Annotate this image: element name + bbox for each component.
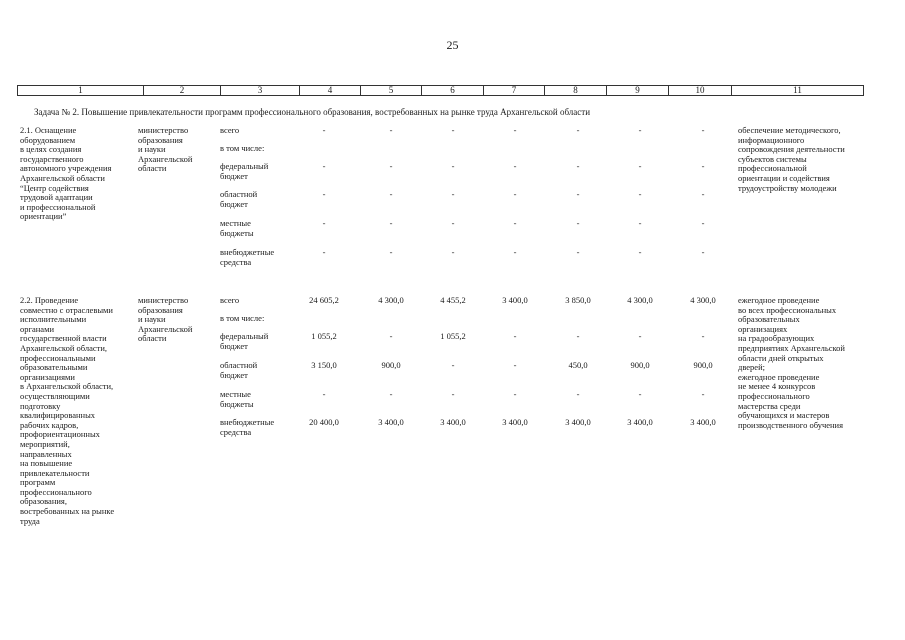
value-cell: 3 400,0	[440, 417, 466, 427]
value-cell: 20 400,0	[309, 417, 339, 427]
column-number: 7	[484, 86, 545, 95]
column-number: 1	[18, 86, 144, 95]
column-number-header	[17, 85, 864, 96]
column-number: 2	[144, 86, 221, 95]
value-cell: -	[576, 331, 580, 341]
result-text: ежегодное проведение во всех профессиональных образовательных организациях на градообразующих предприятиях Архангельской области дней открытых дверей; ежегодное проведение не менее 4 конкурсов профессионального мастерства среди обучающихся и мастеров производственного обучения	[738, 295, 845, 430]
value-cell: 3 400,0	[502, 295, 528, 305]
value-cell: 3 400,0	[627, 417, 653, 427]
source-label: областной бюджет	[220, 189, 258, 209]
value-cell: -	[389, 247, 393, 257]
value-cell: -	[513, 331, 517, 341]
column-number: 9	[607, 86, 669, 95]
column-number: 3	[221, 86, 300, 95]
value-cell: 3 400,0	[565, 417, 591, 427]
value-cell: -	[513, 189, 517, 199]
value-cell: 3 150,0	[311, 360, 337, 370]
value-cell: -	[322, 389, 326, 399]
value-cell: 1 055,2	[440, 331, 466, 341]
source-label: областной бюджет	[220, 360, 258, 380]
value-cell: -	[576, 161, 580, 171]
value-cell: -	[322, 218, 326, 228]
value-cell: -	[576, 218, 580, 228]
column-number: 8	[545, 86, 607, 95]
source-label: внебюджетные средства	[220, 417, 275, 437]
value-cell: -	[322, 161, 326, 171]
executor-text: министерство образования и науки Архангельской области	[138, 295, 193, 344]
value-cell: -	[701, 218, 705, 228]
executor-text: министерство образования и науки Архангельской области	[138, 125, 193, 174]
value-cell: -	[451, 247, 455, 257]
value-cell: -	[638, 161, 642, 171]
result-text: обеспечение методического, информационного сопровождения деятельности субъектов системы профессиональной ориентации и содействия трудоустройству молодежи	[738, 125, 845, 193]
value-cell: 4 300,0	[690, 295, 716, 305]
value-cell: 900,0	[693, 360, 713, 370]
column-number: 5	[361, 86, 422, 95]
value-cell: -	[576, 189, 580, 199]
value-cell: -	[701, 189, 705, 199]
column-number: 4	[300, 86, 361, 95]
value-cell: 3 850,0	[565, 295, 591, 305]
value-cell: -	[701, 161, 705, 171]
value-cell: 3 400,0	[502, 417, 528, 427]
value-cell: -	[389, 331, 393, 341]
activity-text: 2.2. Проведение совместно с отраслевыми исполнительными органами государственной власти Архангельской области, профессиональными образовательными организациями в Архангельской области, осуществляющими подготовку квалифицированных рабочих кадров, профориентационных мероприятий, направленных на повышение привлекательности программ профессионального образования, востребованных на рынке труда	[20, 295, 115, 526]
source-label: местные бюджеты	[220, 389, 254, 409]
activity-text: 2.1. Оснащение оборудованием в целях создания государственного автономного учреждения Архангельской области “Центр содействия трудовой адаптации и профессиональной ориентации”	[20, 125, 112, 222]
value-cell: -	[451, 389, 455, 399]
value-cell: -	[389, 189, 393, 199]
value-cell: 3 400,0	[690, 417, 716, 427]
value-cell: -	[513, 247, 517, 257]
value-cell: -	[513, 218, 517, 228]
value-cell: -	[638, 389, 642, 399]
value-cell: -	[322, 125, 326, 135]
value-cell: -	[576, 247, 580, 257]
value-cell: 1 055,2	[311, 331, 337, 341]
value-cell: 450,0	[568, 360, 588, 370]
value-cell: -	[638, 218, 642, 228]
page-number: 25	[446, 38, 459, 52]
value-cell: 900,0	[381, 360, 401, 370]
value-cell: -	[451, 161, 455, 171]
value-cell: -	[389, 218, 393, 228]
value-cell: -	[451, 125, 455, 135]
value-cell: -	[389, 389, 393, 399]
column-number: 11	[793, 85, 802, 95]
value-cell: 3 400,0	[378, 417, 404, 427]
source-label: всего	[220, 125, 240, 135]
source-label: в том числе:	[220, 143, 265, 153]
value-cell: -	[638, 189, 642, 199]
value-cell: -	[451, 218, 455, 228]
value-cell: -	[701, 389, 705, 399]
value-cell: -	[576, 389, 580, 399]
source-label: федеральный бюджет	[220, 161, 269, 181]
source-label: местные бюджеты	[220, 218, 254, 238]
value-cell: -	[451, 360, 455, 370]
value-cell: 4 300,0	[378, 295, 404, 305]
value-cell: -	[701, 247, 705, 257]
value-cell: -	[513, 389, 517, 399]
source-label: внебюджетные средства	[220, 247, 275, 267]
source-label: в том числе:	[220, 313, 265, 323]
value-cell: -	[513, 161, 517, 171]
value-cell: -	[389, 125, 393, 135]
value-cell: 900,0	[630, 360, 650, 370]
value-cell: -	[701, 331, 705, 341]
value-cell: -	[322, 247, 326, 257]
value-cell: -	[701, 125, 705, 135]
source-label: всего	[220, 295, 240, 305]
value-cell: -	[322, 189, 326, 199]
column-number: 10	[669, 86, 732, 95]
value-cell: -	[638, 125, 642, 135]
value-cell: -	[513, 125, 517, 135]
column-number: 6	[422, 86, 484, 95]
value-cell: 24 605,2	[309, 295, 339, 305]
value-cell: -	[513, 360, 517, 370]
value-cell: -	[576, 125, 580, 135]
value-cell: -	[451, 189, 455, 199]
value-cell: 4 455,2	[440, 295, 466, 305]
value-cell: -	[638, 331, 642, 341]
source-label: федеральный бюджет	[220, 331, 269, 351]
task-title: Задача № 2. Повышение привлекательности программ профессионального образования, востребованных на рынке труда Архангельской области	[34, 107, 591, 117]
value-cell: 4 300,0	[627, 295, 653, 305]
value-cell: -	[389, 161, 393, 171]
value-cell: -	[638, 247, 642, 257]
